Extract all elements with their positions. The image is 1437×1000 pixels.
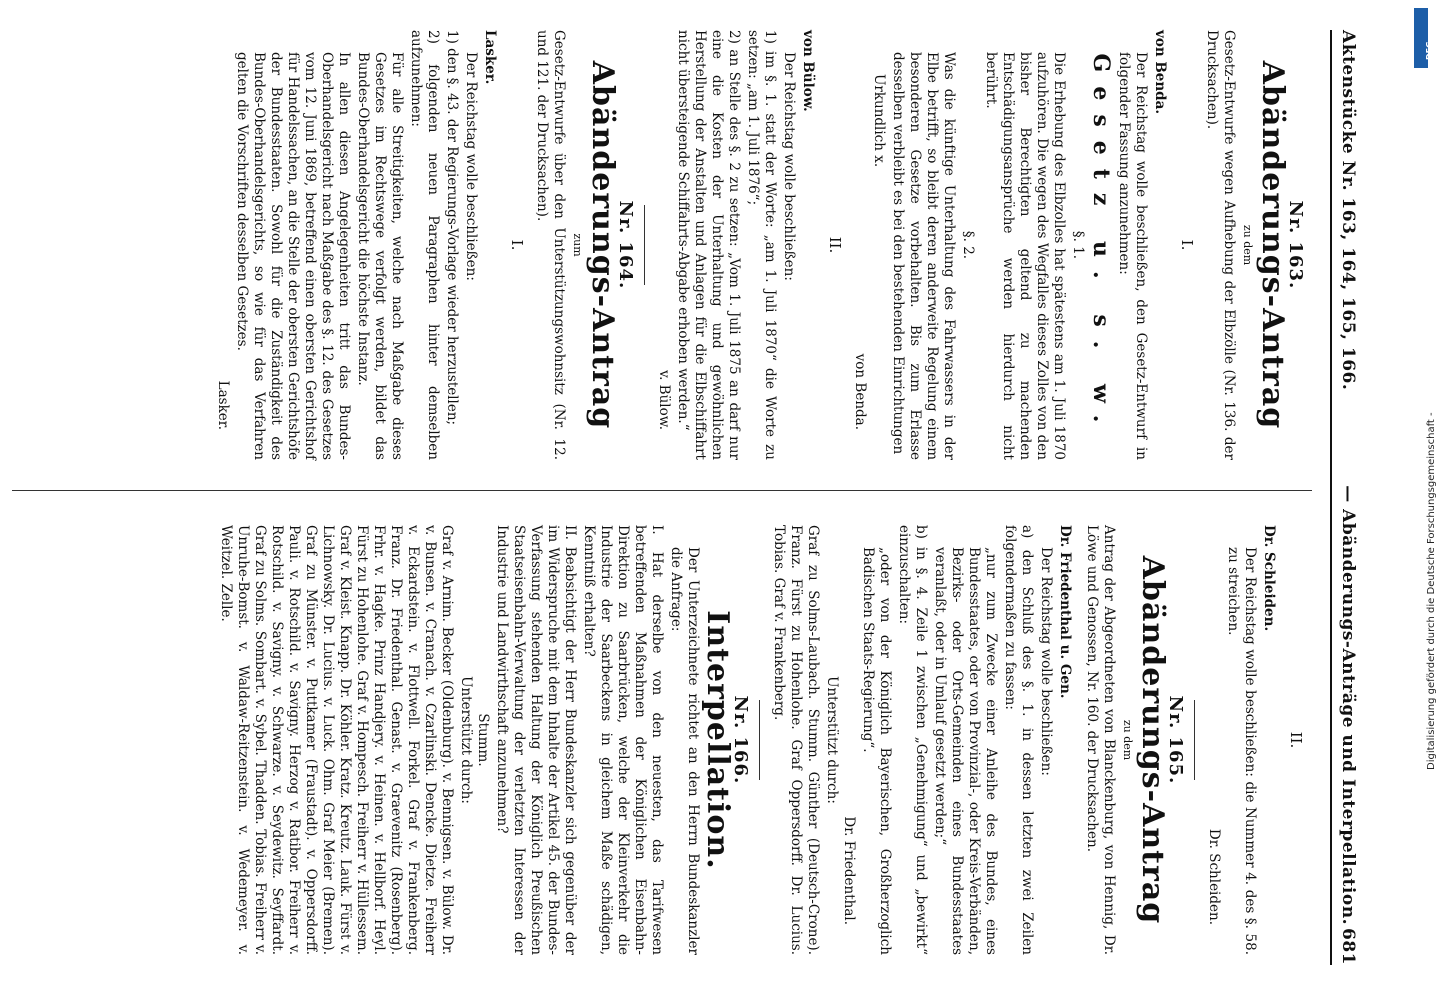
page-number: 681 xyxy=(1338,928,1358,965)
nr163-heading: Nr. 163. xyxy=(1285,200,1306,290)
lasker-item-1: 1) den §. 43. der Regierungs-Vorlage wieder herzustellen; xyxy=(444,30,460,426)
nr164-title: Abänderungs-Antrag xyxy=(585,60,620,430)
schleiden-text: Der Reichstag wolle beschließen: die Nummer 4. des §. 58. zu streichen. xyxy=(1225,547,1258,955)
nr165-intro: Antrag der Abgeordneten von Blanckenburg, von Hennig, Dr. Löwe und Genossen, Nr. 160. der Drucksachen. xyxy=(1084,525,1117,955)
signature-lasker: Lasker. xyxy=(215,380,231,430)
page-header xyxy=(1330,30,1364,965)
lasker-item-2b: In allen diesen Angelegenheiten tritt das Bundes-Oberhandelsgericht nach Maßgabe des §. 12. des Gesetzes vom 12. Juni 1869, betreffend einen obersten Gerichtshof für Handelssachen, an die Stelle der obersten Gerichtshöfe der Bundesstaaten. Sowohl für die Zuständigkeit des Bundes-Oberhandelsgerichts, so wie für das Verfahren gelten die Vorschriften desselben Gesetzes. xyxy=(234,52,352,460)
signature-schleiden: Dr. Schleiden. xyxy=(1206,828,1222,925)
supported-by-label-2: Unterstützt durch: xyxy=(458,676,474,804)
urkundlich: Urkundlich x. xyxy=(871,74,887,168)
nr164-roman-I: I. xyxy=(508,239,526,251)
friedenthal-item-a: a) den Schluß des §. 1. in dessen letzten zwei Zeilen folgendermaßen zu fassen: xyxy=(1002,525,1035,955)
buelow-item-1: 1) im §. 1. statt der Worte: „am 1. Juli 1870“ die Worte zu setzen: „am 1. Juli 1876“; xyxy=(745,30,778,460)
nr165-title: Abänderungs-Antrag xyxy=(1135,555,1170,925)
header-right-title xyxy=(1338,485,1358,925)
buelow-item-2: 2) an Stelle des §. 2 zu setzen: „Vom 1. Juli 1875 an darf nur eine die Kosten der Unterhaltung und gewöhnlichen Herstellung der Anstalten und Anlagen für die Elbschiffahrt nicht übersteigende Schiffahrts-Abgabe erhoben werden.“ xyxy=(675,30,742,460)
nr165-zu: zu dem xyxy=(1121,719,1134,761)
interpellation-intro: Der Unterzeichnete richtet an den Herrn Bundeskanzler die Anfrage: xyxy=(668,547,701,955)
nr163-intro: Gesetz-Entwurfe wegen Aufhebung der Elbzölle (Nr. 136. der Drucksachen). xyxy=(1204,30,1237,460)
paragraph-2-label: §. 2. xyxy=(960,230,976,260)
nr163-title: Abänderungs-Antrag xyxy=(1255,60,1290,430)
nr164-intro: Gesetz-Entwurfe über den Unterstützungswohnsitz (Nr. 12. und 121. der Drucksachen). xyxy=(534,30,567,460)
friedenthal-item-b-quote: „oder von der Königlich Bayerischen, Großherzoglich Badischen Staats-Regierung“. xyxy=(860,547,893,955)
interpellation-question-I: I. Hat derselbe von den neuesten, das Tarifwesen betreffenden Maßnahmen der Königlichen Eisenbahn-Direktion zu Saarbrücken, welche der Kleinverkehr die Industrie der Saarbeckens in gleichem Maße schädigen, Kenntniß erhalten? xyxy=(581,525,665,955)
nr164-roman-II: II. xyxy=(1287,731,1305,749)
nr165-heading: Nr. 165. xyxy=(1165,695,1186,785)
nr166-heading: Nr. 166. xyxy=(730,695,751,785)
column-divider xyxy=(12,490,1312,491)
supporter-list: Graf zu Solms-Laubach. Stumm. Günther (Deutsch-Crone). Franz. Fürst zu Hohenlohe. Graf Oppersdorff. Dr. Lucius. Tobias. Graf v. Frankenberg. xyxy=(771,525,821,955)
dfg-logo xyxy=(1414,8,1434,68)
paragraph-1-label: §. 1. xyxy=(1070,230,1086,260)
lasker-item-2: 2) folgenden neuen Paragraphen hinter demselben aufzunehmen: xyxy=(408,30,441,460)
lasker-intro: Der Reichstag wolle beschließen: xyxy=(463,52,479,281)
section-rule xyxy=(644,205,645,285)
header-right-text: Abänderungs-Anträge und Interpellation. xyxy=(1338,509,1358,925)
nr166-title: Interpellation. xyxy=(700,610,735,870)
gesetz-heading: Gesetz u. s. w. xyxy=(1088,53,1114,437)
section-rule-3 xyxy=(759,700,760,780)
column-left xyxy=(17,30,1312,460)
nr163-roman-I: I. xyxy=(1178,239,1196,251)
speaker-buelow: von Bülow. xyxy=(800,30,816,112)
speaker-schleiden: Dr. Schleiden. xyxy=(1261,525,1277,632)
supported-by-label: Unterstützt durch: xyxy=(824,676,840,804)
speaker-benda: von Benda. xyxy=(1152,30,1168,115)
column-right xyxy=(17,525,1312,955)
header-dash: — xyxy=(1338,485,1358,503)
buelow-intro: Der Reichstag wolle beschließen: xyxy=(781,52,797,281)
signature-benda: von Benda. xyxy=(852,353,868,430)
speaker-lasker: Lasker. xyxy=(482,30,498,85)
watermark-text: Digitalisierung gefördert durch die Deutsche Forschungsgemeinschaft - xyxy=(1426,412,1437,770)
header-left-title: Aktenstücke Nr. 163, 164, 165, 166. xyxy=(1338,30,1358,391)
supporter-list-2: Graf v. Arnim. Becker (Oldenburg). v. Bennigsen. v. Bülow. Dr. v. Bunsen. v. Cranach. v. Czarlinski. Dencke. Dietze. Freiherr v. Eckardstein. v. Flottwell. Forkel. Graf v. Frankenberg. Franz. Dr. Friedenthal. Genast. v. Graevenitz (Rosenberg). Frhr. v. Hagke. Prinz Handjery. v. Heinen. v. Hellborf. Heyl. Fürst zu Hohenlohe. Graf v. Hompesch. Freiherr v. Hüllessem. Graf v. Kleist. Knapp. Dr. Köhler. Kratz. Kreutz. Lauk. Fürst v. Lichnowsky. Dr. Lucius. v. Luck. Ohm. Graf Meier (Bremen). Graf zu Münster. v. Puttkamer (Fraustadt). v. Oppersdorff. Pauli. v. Rotschild. v. Savigny. Herzog v. Ratibor. Freiherr v. Rotschild. v. Savigny. v. Schwarze. v. Seydewitz. Seyffardt. Graf zu Solms. Sombart. v. Sybel. Thadden. Tobias. Freiherr v. Unruhe-Bomst. v. Waldaw-Reitzenstein. v. Wedemeyer. v. Weitzel. Zelle. xyxy=(218,525,455,955)
signature-buelow: v. Bülow. xyxy=(656,370,672,430)
signature-stumm: Stumm. xyxy=(475,713,491,767)
paragraph-2-text: Was die künftige Unterhaltung des Fahrwassers in der Elbe betrifft, so bleibt deren anderweite Regelung einem besonderen Gesetze vorbehalten. Bis zum Erlasse desselben verbleibt es bei den bestehenden Einrichtungen xyxy=(890,52,957,460)
signature-friedenthal: Dr. Friedenthal. xyxy=(841,816,857,925)
interpellation-question-II: II. Beabsichtigt der Herr Bundeskanzler sich gegenüber der im Widerspruche mit dem Inhalte der Artikel 45. der Bundes-Verfassung stehenden Haltung der Königlich Preußischen Staatseisenbahn-Verwaltung der verletzten Interessen der Industrie und Landwirthschaft anzunehmen? xyxy=(494,525,578,955)
benda-text: Der Reichstag wolle beschließen, den Gesetz-Entwurf in folgender Fassung anzunehmen: xyxy=(1116,52,1149,460)
friedenthal-item-b: b) in §. 4. Zeile 1 zwischen „Genehmigung“ und „bewirkt“ einzuschalten: xyxy=(896,525,929,955)
dfg-watermark xyxy=(1414,90,1437,790)
friedenthal-intro: Der Reichstag wolle beschließen: xyxy=(1038,547,1054,776)
nr163-zu: zu dem xyxy=(1241,224,1254,266)
nr164-zu: zum xyxy=(571,233,584,257)
dfg-logo-text: DFG xyxy=(1425,41,1434,60)
paragraph-1-text: Die Erhebung des Elbzolles hat spätestens am 1. Juli 1870 aufzuhören. Die wegen des Wegfalles dieses Zolles von den bisher Berechtigten geltend zu machenden Entschädigungsansprüche werden hierdurch nicht berührt. xyxy=(983,52,1067,460)
lasker-item-2a: Für alle Streitigkeiten, welche nach Maßgabe dieses Gesetzes im Rechtswege verfolgt werden, bildet das Bundes-Oberhandelsgericht die höchste Instanz. xyxy=(355,52,405,460)
nr164-heading: Nr. 164. xyxy=(615,200,636,290)
speaker-friedenthal: Dr. Friedenthal u. Gen. xyxy=(1057,525,1073,699)
nr163-roman-II: II. xyxy=(826,236,844,254)
section-rule-2 xyxy=(1194,700,1195,780)
friedenthal-item-a-quote: „nur zum Zwecke einer Anleihe des Bundes, eines Bundesstaates, oder von Provinzial-, oder Kreis-Verbänden, Bezirks- oder Orts-Gemeinden eines Bundesstaates veranlaßt, oder in Umlauf gesetzt werden;“ xyxy=(932,547,999,955)
